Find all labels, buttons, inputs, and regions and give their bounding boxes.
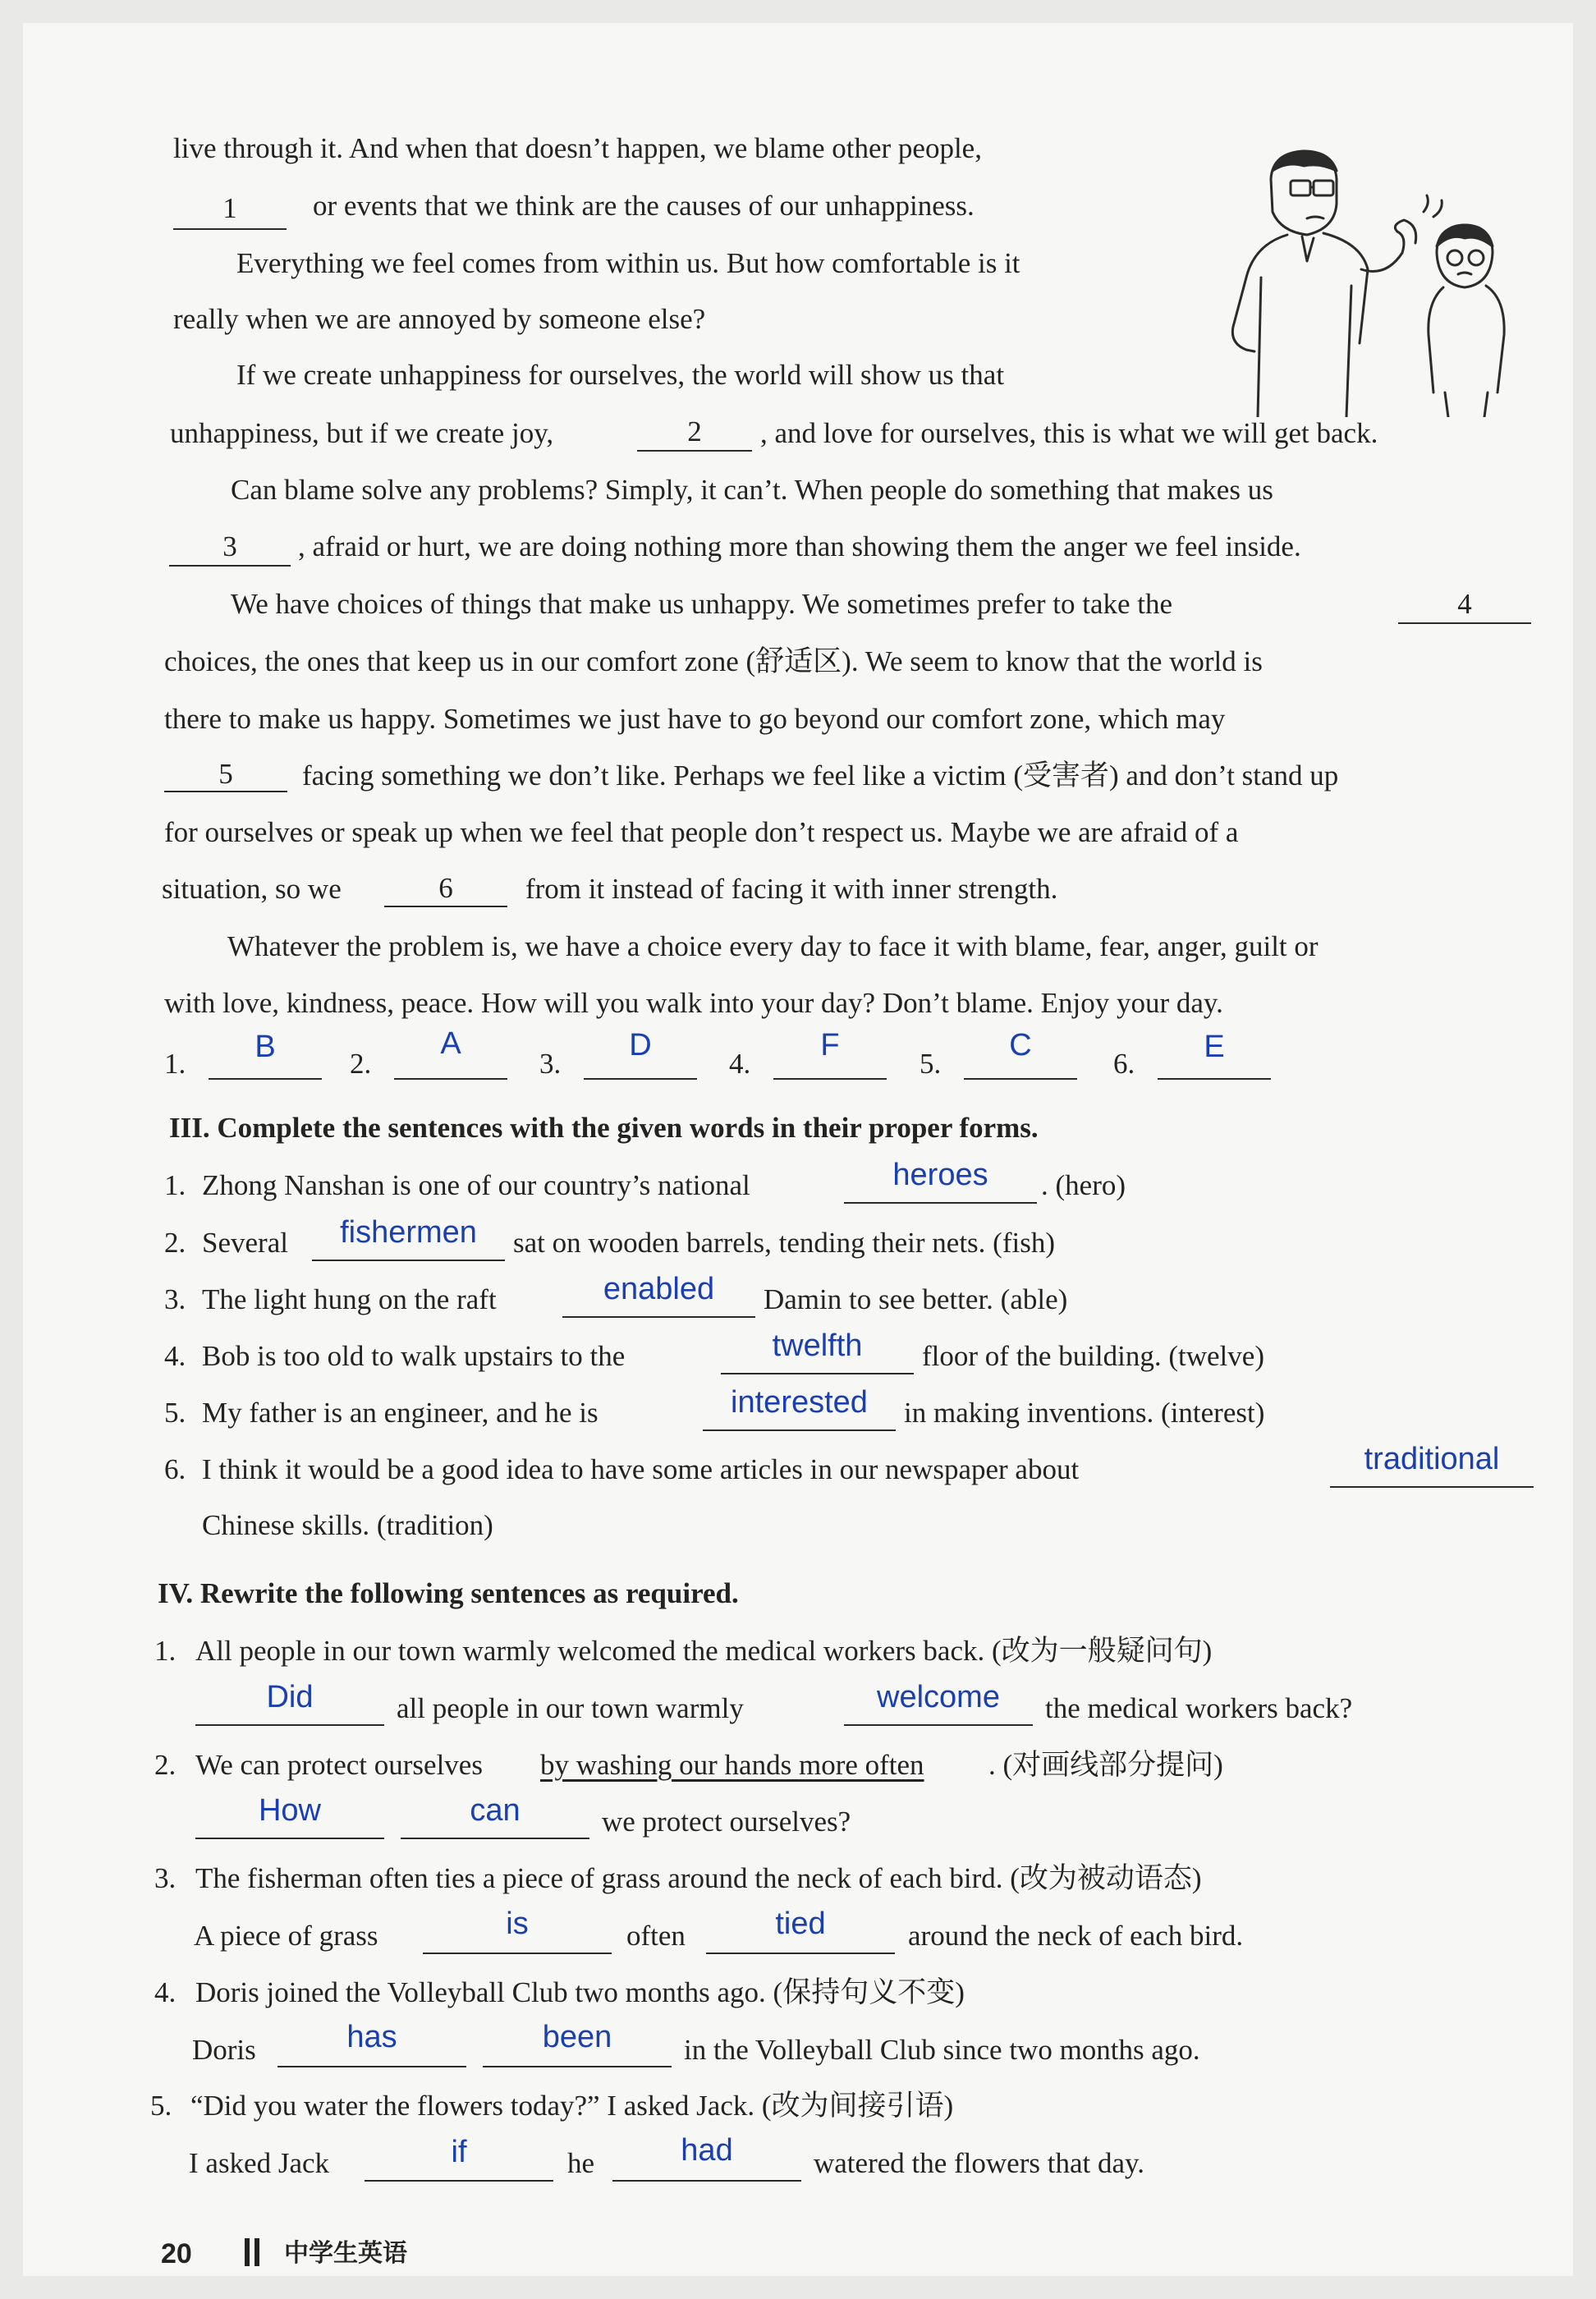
passage-line: with love, kindness, peace. How will you walk into your day? Don’t blame. Enjoy your day.: [164, 987, 1223, 1019]
answer-1: B: [255, 1030, 276, 1064]
blank-number: 3: [222, 530, 237, 562]
passage-blank-2: [637, 450, 752, 452]
answer-6: E: [1204, 1030, 1225, 1064]
passage-line: , and love for ourselves, this is what we will get back.: [760, 417, 1378, 449]
fill-blank: [562, 1316, 755, 1318]
item-text: I think it would be a good idea to have some articles in our newspaper about: [202, 1453, 1080, 1485]
item-text: “Did you water the flowers today?” I asked Jack. (改为间接引语): [190, 2090, 954, 2122]
answer-label: 4.: [729, 1048, 751, 1080]
footer-bars-icon: [245, 2238, 264, 2266]
item-text: A piece of grass: [194, 1920, 378, 1952]
underlined-phrase: by washing our hands more often: [540, 1749, 924, 1781]
passage-line: Can blame solve any problems? Simply, it can’t. When people do something that makes us: [231, 474, 1273, 506]
fill-blank: [844, 1202, 1037, 1204]
item-text: All people in our town warmly welcomed the medical workers back. (改为一般疑问句): [195, 1635, 1213, 1667]
answer-blank: [964, 1078, 1077, 1080]
item-number: 4.: [154, 1976, 177, 2008]
answer-3: D: [629, 1028, 652, 1062]
fill-blank: [1330, 1486, 1534, 1488]
item-text: My father is an engineer, and he is: [202, 1397, 598, 1429]
item-text: . (hero): [1041, 1169, 1126, 1201]
item-number: 2.: [164, 1227, 186, 1259]
fill-blank: [195, 1724, 384, 1726]
passage-line: really when we are annoyed by someone else?: [173, 303, 706, 335]
item-text: in the Volleyball Club since two months ago.: [684, 2034, 1200, 2066]
item-text: Doris: [192, 2034, 256, 2066]
item-number: 6.: [164, 1453, 186, 1485]
answer-twelfth: twelfth: [772, 1328, 863, 1363]
answer-heroes: heroes: [892, 1158, 988, 1192]
man-scolding-boy-illustration: [1222, 146, 1550, 417]
item-number: 1.: [164, 1169, 186, 1201]
blank-number: 2: [687, 415, 702, 447]
passage-line: live through it. And when that doesn’t happen, we blame other people,: [173, 132, 982, 164]
item-text: all people in our town warmly: [397, 1692, 744, 1724]
fill-blank: [612, 2180, 801, 2182]
answer-2: A: [440, 1026, 461, 1061]
item-text: The fisherman often ties a piece of grass around the neck of each bird. (改为被动语态): [195, 1862, 1202, 1894]
page-number: 20: [161, 2238, 192, 2269]
item-text: We can protect ourselves: [195, 1749, 483, 1781]
item-number: 3.: [164, 1283, 186, 1315]
answer-is: is: [506, 1907, 529, 1941]
item-text: we protect ourselves?: [602, 1806, 851, 1838]
item-number: 5.: [150, 2090, 172, 2122]
blank-number: 4: [1457, 588, 1472, 620]
passage-line: from it instead of facing it with inner strength.: [525, 873, 1058, 905]
passage-line: If we create unhappiness for ourselves, the world will show us that: [236, 359, 1005, 391]
passage-line: there to make us happy. Sometimes we just have to go beyond our comfort zone, which may: [164, 703, 1226, 735]
passage-line: Everything we feel comes from within us. But how comfortable is it: [236, 247, 1020, 279]
item-text: sat on wooden barrels, tending their nets. (fish): [513, 1227, 1055, 1259]
answer-label: 3.: [539, 1048, 562, 1080]
item-text: Several: [202, 1227, 288, 1259]
answer-tied: tied: [775, 1907, 826, 1941]
answer-interested: interested: [731, 1385, 868, 1420]
fill-blank: [703, 1429, 896, 1431]
answer-has: has: [346, 2020, 397, 2054]
answer-5: C: [1009, 1028, 1032, 1062]
item-number: 1.: [154, 1635, 177, 1667]
answer-if: if: [451, 2135, 467, 2169]
item-text: he: [567, 2147, 595, 2179]
passage-blank-3: [169, 565, 291, 567]
fill-blank: [423, 1953, 612, 1954]
section-4-heading: IV. Rewrite the following sentences as required.: [158, 1577, 739, 1609]
answer-label: 2.: [350, 1048, 372, 1080]
item-text: often: [626, 1920, 686, 1952]
item-text: the medical workers back?: [1045, 1692, 1353, 1724]
item-number: 4.: [164, 1340, 186, 1372]
item-text: Zhong Nanshan is one of our country’s national: [202, 1169, 750, 1201]
passage-blank-6: [384, 906, 507, 907]
fill-blank: [277, 2066, 466, 2067]
answer-fishermen: fishermen: [340, 1215, 477, 1250]
answer-welcome: welcome: [877, 1680, 1000, 1714]
blank-number: 1: [222, 192, 237, 224]
item-text: Chinese skills. (tradition): [202, 1509, 493, 1541]
passage-line: unhappiness, but if we create joy,: [170, 417, 554, 449]
passage-line: Whatever the problem is, we have a choice every day to face it with blame, fear, anger, guilt or: [227, 930, 1319, 962]
answer-traditional: traditional: [1364, 1442, 1500, 1476]
item-text: The light hung on the raft: [202, 1283, 497, 1315]
answer-can: can: [470, 1793, 521, 1828]
fill-blank: [365, 2180, 553, 2182]
answer-blank: [584, 1078, 697, 1080]
passage-line: We have choices of things that make us unhappy. We sometimes prefer to take the: [231, 588, 1173, 620]
blank-number: 6: [438, 872, 453, 904]
section-3-heading: III. Complete the sentences with the given words in their proper forms.: [169, 1112, 1039, 1144]
answer-did: Did: [266, 1680, 314, 1714]
passage-blank-1: [173, 228, 287, 230]
item-text: Damin to see better. (able): [764, 1283, 1068, 1315]
fill-blank: [483, 2066, 672, 2067]
answer-had: had: [681, 2133, 733, 2168]
item-text: watered the flowers that day.: [814, 2147, 1144, 2179]
item-text: Doris joined the Volleyball Club two months ago. (保持句义不变): [195, 1976, 965, 2008]
answer-4: F: [820, 1028, 840, 1062]
item-number: 5.: [164, 1397, 186, 1429]
answer-been: been: [542, 2020, 612, 2054]
fill-blank: [195, 1838, 384, 1839]
item-text: . (对画线部分提问): [988, 1749, 1223, 1781]
passage-blank-4: [1398, 622, 1531, 624]
blank-number: 5: [218, 758, 233, 790]
fill-blank: [312, 1260, 505, 1261]
passage-line: situation, so we: [162, 873, 342, 905]
passage-line: for ourselves or speak up when we feel that people don’t respect us. Maybe we are afraid of a: [164, 816, 1239, 848]
answer-blank: [394, 1078, 507, 1080]
item-number: 3.: [154, 1862, 177, 1894]
answer-enabled: enabled: [603, 1272, 715, 1306]
passage-blank-5: [164, 791, 287, 792]
fill-blank: [706, 1953, 895, 1954]
answer-blank: [209, 1078, 322, 1080]
item-text: I asked Jack: [189, 2147, 330, 2179]
answer-label: 5.: [920, 1048, 942, 1080]
item-number: 2.: [154, 1749, 177, 1781]
fill-blank: [721, 1373, 914, 1374]
item-text: Bob is too old to walk upstairs to the: [202, 1340, 626, 1372]
answer-label: 1.: [164, 1048, 186, 1080]
fill-blank: [401, 1838, 589, 1839]
passage-line: choices, the ones that keep us in our comfort zone (舒适区). We seem to know that the world is: [164, 645, 1263, 677]
answer-blank: [773, 1078, 887, 1080]
magazine-title: 中学生英语: [284, 2239, 407, 2268]
passage-line: or events that we think are the causes of our unhappiness.: [313, 190, 975, 222]
answer-label: 6.: [1113, 1048, 1135, 1080]
item-text: floor of the building. (twelve): [922, 1340, 1264, 1372]
worksheet-page: [23, 23, 1573, 2276]
item-text: in making inventions. (interest): [904, 1397, 1265, 1429]
answer-how: How: [258, 1793, 322, 1828]
passage-line: facing something we don’t like. Perhaps we feel like a victim (受害者) and don’t stand up: [302, 759, 1339, 792]
item-text: around the neck of each bird.: [908, 1920, 1244, 1952]
passage-line: , afraid or hurt, we are doing nothing more than showing them the anger we feel inside.: [298, 530, 1301, 562]
fill-blank: [844, 1724, 1033, 1726]
answer-blank: [1158, 1078, 1271, 1080]
